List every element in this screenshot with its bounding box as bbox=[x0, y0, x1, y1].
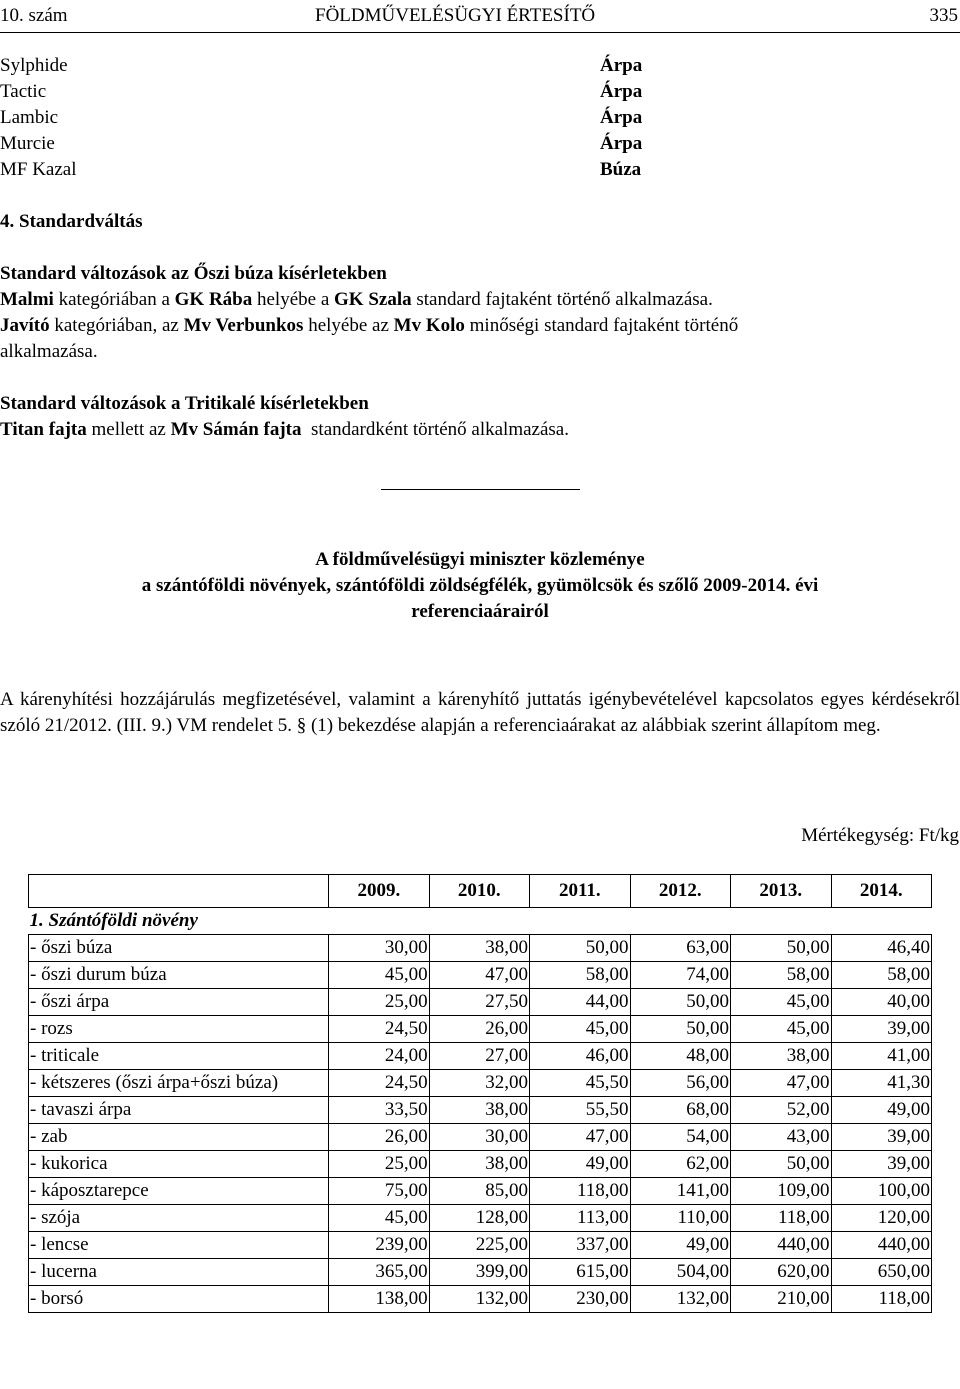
price-cell: 43,00 bbox=[731, 1124, 831, 1151]
price-cell: 132,00 bbox=[630, 1286, 730, 1313]
crop-name-cell: - zab bbox=[29, 1124, 329, 1151]
table-row bbox=[29, 1016, 932, 1043]
price-cell: 47,00 bbox=[429, 962, 529, 989]
price-cell: 58,00 bbox=[731, 962, 831, 989]
price-cell: 33,50 bbox=[329, 1097, 429, 1124]
price-cell: 50,00 bbox=[731, 1151, 831, 1178]
table-row bbox=[29, 935, 932, 962]
price-cell: 25,00 bbox=[329, 989, 429, 1016]
variety-row bbox=[0, 105, 660, 131]
price-cell: 63,00 bbox=[630, 935, 730, 962]
price-cell: 399,00 bbox=[429, 1259, 529, 1286]
price-cell: 45,00 bbox=[329, 962, 429, 989]
variety-row bbox=[0, 157, 660, 183]
crop-name-cell: - szója bbox=[29, 1205, 329, 1232]
price-cell: 38,00 bbox=[731, 1043, 831, 1070]
price-cell: 50,00 bbox=[630, 989, 730, 1016]
price-cell: 50,00 bbox=[530, 935, 630, 962]
table-row bbox=[29, 1124, 932, 1151]
variety-mv-saman: Mv Sámán fajta bbox=[170, 419, 302, 440]
price-cell: 45,00 bbox=[731, 989, 831, 1016]
price-cell: 38,00 bbox=[429, 1097, 529, 1124]
variety-crop: Árpa bbox=[600, 81, 643, 102]
price-cell: 40,00 bbox=[831, 989, 932, 1016]
text-fragment: minőségi standard fajtaként történő bbox=[464, 315, 739, 336]
triticale-title: Standard változások a Tritikalé kísérletekben bbox=[0, 393, 369, 414]
text-fragment: standard fajtaként történő alkalmazása. bbox=[411, 289, 713, 310]
price-cell: 38,00 bbox=[429, 1151, 529, 1178]
price-cell: 440,00 bbox=[831, 1232, 932, 1259]
text-fragment: mellett az bbox=[86, 419, 171, 440]
price-cell: 58,00 bbox=[530, 962, 630, 989]
table-row bbox=[29, 1097, 932, 1124]
table-row bbox=[29, 1070, 932, 1097]
issue-number: 10. szám bbox=[0, 5, 68, 26]
price-cell: 30,00 bbox=[329, 935, 429, 962]
text-fragment: kategóriában, az bbox=[49, 315, 184, 336]
page-header bbox=[0, 2, 960, 33]
price-cell: 52,00 bbox=[731, 1097, 831, 1124]
year-header: 2013. bbox=[731, 875, 831, 908]
price-cell: 75,00 bbox=[329, 1178, 429, 1205]
winter-wheat-line-3: alkalmazása. bbox=[0, 341, 98, 362]
category-row bbox=[29, 908, 932, 935]
price-cell: 128,00 bbox=[429, 1205, 529, 1232]
price-cell: 110,00 bbox=[630, 1205, 730, 1232]
price-cell: 225,00 bbox=[429, 1232, 529, 1259]
price-cell: 74,00 bbox=[630, 962, 730, 989]
reference-price-table bbox=[28, 874, 932, 1313]
price-cell: 45,00 bbox=[530, 1016, 630, 1043]
price-cell: 55,50 bbox=[530, 1097, 630, 1124]
price-cell: 38,00 bbox=[429, 935, 529, 962]
price-cell: 56,00 bbox=[630, 1070, 730, 1097]
price-cell: 45,00 bbox=[731, 1016, 831, 1043]
price-cell: 615,00 bbox=[530, 1259, 630, 1286]
price-cell: 30,00 bbox=[429, 1124, 529, 1151]
winter-wheat-line-1 bbox=[0, 287, 960, 313]
price-cell: 41,00 bbox=[831, 1043, 932, 1070]
year-header: 2009. bbox=[329, 875, 429, 908]
price-cell: 85,00 bbox=[429, 1178, 529, 1205]
variety-crop: Árpa bbox=[600, 133, 643, 154]
price-cell: 504,00 bbox=[630, 1259, 730, 1286]
price-cell: 46,40 bbox=[831, 935, 932, 962]
notice-title-line-3: referenciaárairól bbox=[411, 601, 549, 622]
table-row bbox=[29, 1178, 932, 1205]
crop-name-cell: - kukorica bbox=[29, 1151, 329, 1178]
price-cell: 39,00 bbox=[831, 1124, 932, 1151]
price-cell: 48,00 bbox=[630, 1043, 730, 1070]
text-fragment: helyébe az bbox=[303, 315, 394, 336]
notice-title-line-1: A földművelésügyi miniszter közleménye bbox=[315, 549, 645, 570]
price-cell: 440,00 bbox=[731, 1232, 831, 1259]
header-empty-cell bbox=[29, 875, 329, 908]
crop-name-cell: - borsó bbox=[29, 1286, 329, 1313]
crop-name-cell: - őszi árpa bbox=[29, 989, 329, 1016]
variety-row bbox=[0, 131, 660, 157]
price-cell: 54,00 bbox=[630, 1124, 730, 1151]
notice-title-line-2: a szántóföldi növények, szántóföldi zöldségfélék, gyümölcsök és szőlő 2009-2014. évi bbox=[141, 575, 819, 596]
variety-row bbox=[0, 53, 660, 79]
page-number: 335 bbox=[929, 5, 958, 26]
price-cell: 210,00 bbox=[731, 1286, 831, 1313]
year-header: 2012. bbox=[630, 875, 730, 908]
category-javito: Javító bbox=[0, 315, 50, 336]
notice-intro-paragraph: A kárenyhítési hozzájárulás megfizetésével, valamint a kárenyhítő juttatás igénybevételével kapcsolatos egyes kérdésekről szóló 21/2012. (III. 9.) VM rendelet 5. § (1) bekezdése alapján a referenciaárakat az alábbiak szerint állapítom meg. bbox=[0, 689, 960, 736]
variety-crop: Búza bbox=[600, 159, 642, 180]
crop-name-cell: - tavaszi árpa bbox=[29, 1097, 329, 1124]
year-header: 2010. bbox=[429, 875, 529, 908]
price-cell: 109,00 bbox=[731, 1178, 831, 1205]
year-header: 2014. bbox=[831, 875, 932, 908]
variety-name: Lambic bbox=[0, 107, 59, 128]
table-row bbox=[29, 1259, 932, 1286]
unit-label: Mértékegység: Ft/kg bbox=[801, 825, 959, 846]
variety-mv-verbunkos: Mv Verbunkos bbox=[183, 315, 304, 336]
price-cell: 118,00 bbox=[831, 1286, 932, 1313]
section-4-title: 4. Standardváltás bbox=[0, 211, 143, 232]
crop-name-cell: - rozs bbox=[29, 1016, 329, 1043]
crop-name-cell: - lucerna bbox=[29, 1259, 329, 1286]
price-cell: 100,00 bbox=[831, 1178, 932, 1205]
variety-mv-kolo: Mv Kolo bbox=[393, 315, 465, 336]
crop-name-cell: - kétszeres (őszi árpa+őszi búza) bbox=[29, 1070, 329, 1097]
price-cell: 49,00 bbox=[831, 1097, 932, 1124]
price-cell: 24,50 bbox=[329, 1070, 429, 1097]
price-cell: 50,00 bbox=[731, 935, 831, 962]
variety-gk-szala: GK Szala bbox=[334, 289, 412, 310]
price-cell: 118,00 bbox=[731, 1205, 831, 1232]
price-cell: 62,00 bbox=[630, 1151, 730, 1178]
text-fragment: helyébe a bbox=[252, 289, 335, 310]
variety-name: MF Kazal bbox=[0, 159, 77, 180]
crop-name-cell: - őszi durum búza bbox=[29, 962, 329, 989]
winter-wheat-line-2 bbox=[0, 313, 960, 339]
table-row bbox=[29, 1232, 932, 1259]
price-cell: 27,50 bbox=[429, 989, 529, 1016]
crop-name-cell: - triticale bbox=[29, 1043, 329, 1070]
variety-name: Murcie bbox=[0, 133, 55, 154]
table-row bbox=[29, 1205, 932, 1232]
variety-row bbox=[0, 79, 660, 105]
price-cell: 50,00 bbox=[630, 1016, 730, 1043]
price-cell: 141,00 bbox=[630, 1178, 730, 1205]
publication-title: FÖLDMŰVELÉSÜGYI ÉRTESÍTŐ bbox=[315, 5, 596, 26]
price-cell: 337,00 bbox=[530, 1232, 630, 1259]
variety-name: Tactic bbox=[0, 81, 47, 102]
price-cell: 26,00 bbox=[329, 1124, 429, 1151]
table-row bbox=[29, 1043, 932, 1070]
variety-crop: Árpa bbox=[600, 55, 643, 76]
price-cell: 32,00 bbox=[429, 1070, 529, 1097]
price-cell: 118,00 bbox=[530, 1178, 630, 1205]
year-header: 2011. bbox=[530, 875, 630, 908]
variety-crop: Árpa bbox=[600, 107, 643, 128]
price-cell: 27,00 bbox=[429, 1043, 529, 1070]
text-fragment: kategóriában a bbox=[53, 289, 175, 310]
price-cell: 113,00 bbox=[530, 1205, 630, 1232]
crop-name-cell: - őszi búza bbox=[29, 935, 329, 962]
price-cell: 24,50 bbox=[329, 1016, 429, 1043]
price-cell: 138,00 bbox=[329, 1286, 429, 1313]
section-divider bbox=[381, 489, 580, 490]
winter-wheat-title: Standard változások az Őszi búza kísérletekben bbox=[0, 263, 387, 284]
price-cell: 39,00 bbox=[831, 1151, 932, 1178]
price-cell: 41,30 bbox=[831, 1070, 932, 1097]
price-cell: 239,00 bbox=[329, 1232, 429, 1259]
table-row bbox=[29, 1151, 932, 1178]
price-cell: 49,00 bbox=[530, 1151, 630, 1178]
price-cell: 120,00 bbox=[831, 1205, 932, 1232]
table-row bbox=[29, 989, 932, 1016]
price-cell: 132,00 bbox=[429, 1286, 529, 1313]
crop-name-cell: - káposztarepce bbox=[29, 1178, 329, 1205]
variety-list bbox=[0, 53, 660, 183]
crop-name-cell: - lencse bbox=[29, 1232, 329, 1259]
category-label: 1. Szántóföldi növény bbox=[29, 908, 932, 935]
price-cell: 650,00 bbox=[831, 1259, 932, 1286]
price-cell: 25,00 bbox=[329, 1151, 429, 1178]
price-cell: 45,50 bbox=[530, 1070, 630, 1097]
year-header-row bbox=[29, 875, 932, 908]
price-cell: 620,00 bbox=[731, 1259, 831, 1286]
variety-titan: Titan fajta bbox=[0, 419, 87, 440]
price-cell: 46,00 bbox=[530, 1043, 630, 1070]
price-cell: 365,00 bbox=[329, 1259, 429, 1286]
price-cell: 230,00 bbox=[530, 1286, 630, 1313]
table-row bbox=[29, 962, 932, 989]
table-row bbox=[29, 1286, 932, 1313]
price-cell: 47,00 bbox=[530, 1124, 630, 1151]
variety-gk-raba: GK Rába bbox=[174, 289, 253, 310]
category-malmi: Malmi bbox=[0, 289, 54, 310]
price-cell: 49,00 bbox=[630, 1232, 730, 1259]
text-fragment: standardként történő alkalmazása. bbox=[301, 419, 569, 440]
price-cell: 68,00 bbox=[630, 1097, 730, 1124]
variety-name: Sylphide bbox=[0, 55, 68, 76]
price-cell: 44,00 bbox=[530, 989, 630, 1016]
price-cell: 26,00 bbox=[429, 1016, 529, 1043]
price-cell: 45,00 bbox=[329, 1205, 429, 1232]
triticale-line bbox=[0, 417, 960, 443]
price-cell: 47,00 bbox=[731, 1070, 831, 1097]
price-cell: 24,00 bbox=[329, 1043, 429, 1070]
price-cell: 58,00 bbox=[831, 962, 932, 989]
price-cell: 39,00 bbox=[831, 1016, 932, 1043]
